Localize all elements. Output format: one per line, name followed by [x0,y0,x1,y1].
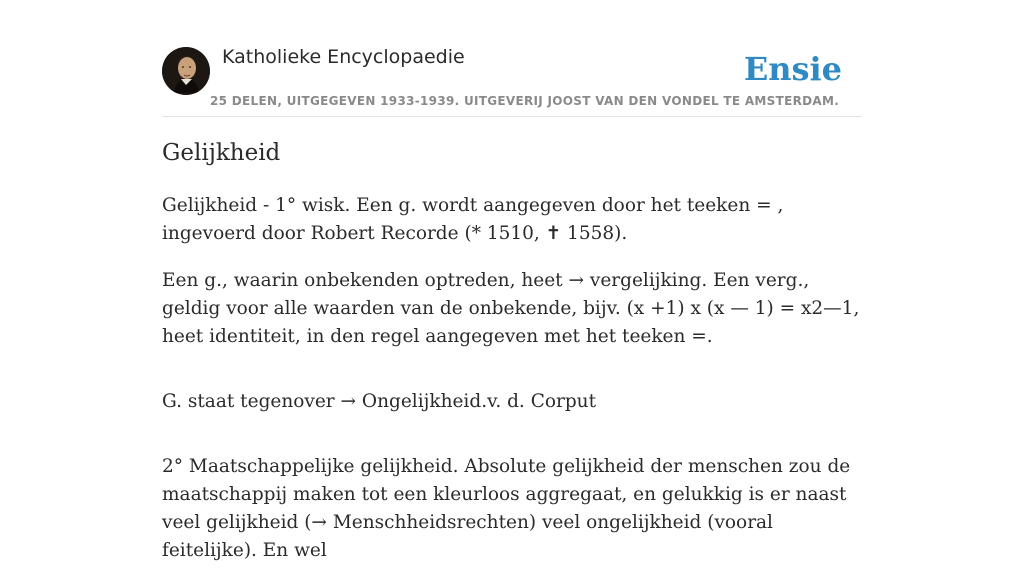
article-paragraph: 2° Maatschappelijke gelijkheid. Absolute gelijkheid der menschen zou de maatschappij maken tot een kleurloos aggregaat, en gelukkig is er naast veel gelijkheid (→ Menschheidsrechten) veel ongelijkheid (vooral feitelijke). En wel [162,456,851,561]
article-paragraph: G. staat tegenover → Ongelijkheid.v. d. Corput [162,391,597,412]
article-page [162,0,862,561]
site-title[interactable]: Katholieke Encyclopaedie [222,46,465,68]
portrait-image [162,47,210,95]
site-subtitle: 25 DELEN, UITGEGEVEN 1933-1939. UITGEVERIJ JOOST VAN DEN VONDEL TE AMSTERDAM. [210,94,840,108]
portrait-avatar-icon[interactable] [162,47,210,95]
site-header [162,0,862,117]
article-paragraph: Een g., waarin onbekenden optreden, heet → vergelijking. Een verg., geldig voor alle waarden van de onbekende, bijv. (x +1) x (x — 1) = x2—1, heet identiteit, in den regel aangegeven met het teeken =. [162,270,860,347]
brand-logo-link[interactable]: Ensie [743,50,842,88]
article-body [162,192,862,584]
article-title: Gelijkheid [162,140,281,166]
article-paragraph: Gelijkheid - 1° wisk. Een g. wordt aangegeven door het teeken = , ingevoerd door Robert Recorde (* 1510, ✝ 1558). [162,195,784,244]
